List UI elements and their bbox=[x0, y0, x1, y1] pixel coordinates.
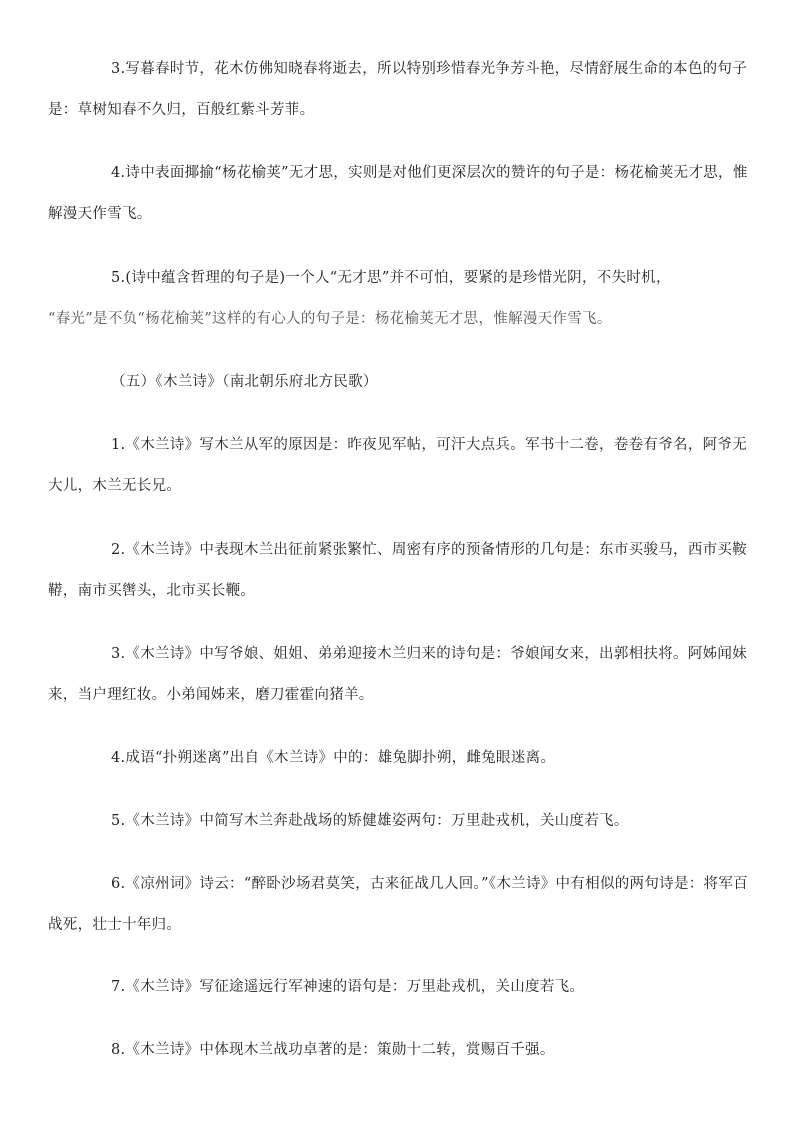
mulan-section-heading: （五）《木兰诗》（南北朝乐府北方民歌） bbox=[111, 374, 378, 390]
spring-item-3: 3.写暮春时节，花木仿佛知晓春将逝去，所以特别珍惜春光争芳斗艳，尽情舒展生命的本色的句子是：草树知春不久归，百般红紫斗芳菲。 bbox=[48, 61, 748, 118]
spring-item-5 bbox=[48, 258, 748, 340]
mulan-item-4: 4.成语“扑朔迷离”出自《木兰诗》中的：雄兔脚扑朔，雌兔眼迷离。 bbox=[111, 750, 556, 766]
mulan-item-8: 8.《木兰诗》中体现木兰战功卓著的是：策勋十二转，赏赐百千强。 bbox=[111, 1042, 555, 1058]
mulan-item-6: 6.《凉州词》诗云：“醉卧沙场君莫笑，古来征战几人回。”《木兰诗》中有相似的两句诗是：将军百战死，壮士十年归。 bbox=[48, 876, 748, 933]
spring-item-5-line-1: 5.(诗中蕴含哲理的句子是)一个人“无才思”并不可怕，要紧的是珍惜光阴，不失时机， bbox=[111, 270, 671, 286]
mulan-item-1: 1.《木兰诗》写木兰从军的原因是：昨夜见军帖，可汗大点兵。军书十二卷，卷卷有爷名，阿爷无大儿，木兰无长兄。 bbox=[48, 437, 748, 494]
spring-item-5-line-2: “春光”是不负“杨花榆荚”这样的有心人的句子是：杨花榆荚无才思，惟解漫天作雪飞。 bbox=[48, 311, 612, 327]
mulan-item-5: 5.《木兰诗》中简写木兰奔赴战场的矫健雄姿两句：万里赴戎机，关山度若飞。 bbox=[111, 813, 629, 829]
mulan-item-3: 3.《木兰诗》中写爷娘、姐姐、弟弟迎接木兰归来的诗句是：爷娘闻女来，出郭相扶将。阿姊闻妹来，当户理红妆。小弟闻姊来，磨刀霍霍向猪羊。 bbox=[48, 646, 748, 703]
mulan-item-7: 7.《木兰诗》写征途遥远行军神速的语句是：万里赴戎机，关山度若飞。 bbox=[111, 979, 585, 995]
spring-item-4: 4.诗中表面揶揄“杨花榆荚”无才思，实则是对他们更深层次的赞许的句子是：杨花榆荚无才思，惟解漫天作雪飞。 bbox=[48, 165, 748, 222]
mulan-item-2: 2.《木兰诗》中表现木兰出征前紧张繁忙、周密有序的预备情形的几句是：东市买骏马，西市买鞍鞯，南市买辔头，北市买长鞭。 bbox=[48, 542, 748, 599]
